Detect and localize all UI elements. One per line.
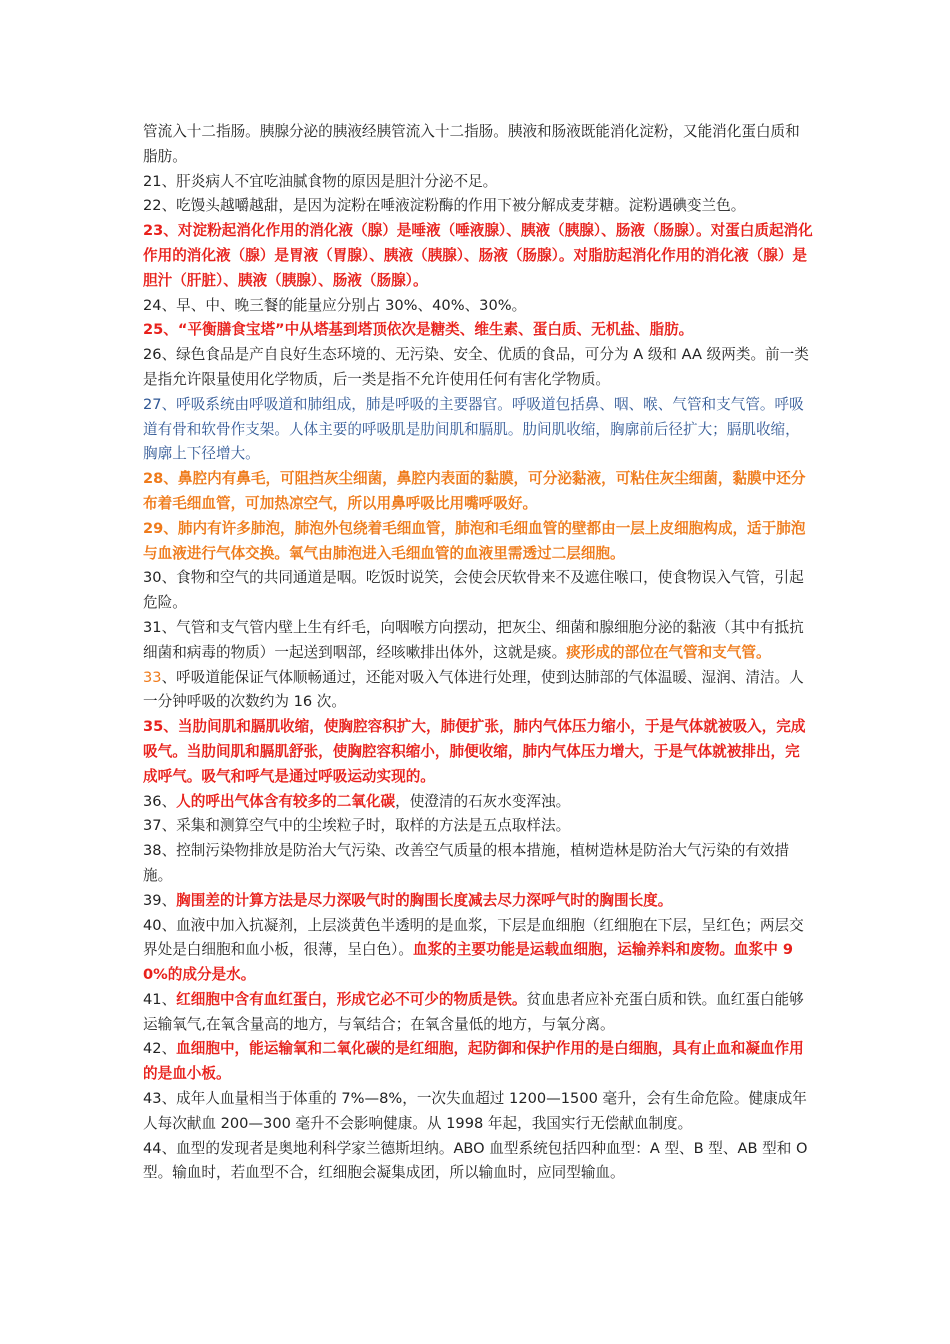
text-span: 36、 (143, 792, 177, 810)
text-span: 23、对淀粉起消化作用的消化液（腺）是唾液（唾液腺）、胰液（胰腺）、肠液（肠腺）。对蛋白质起消化作用的消化液（腺）是胃液（胃腺）、胰液（胰腺）、肠液（肠腺）。对脂肪起消化作用的消化液（腺）是胆汁（肝脏）、胰液（胰腺）、肠液（肠腺）。 (143, 222, 813, 289)
paragraph (143, 170, 813, 195)
text-span: 42、 (143, 1040, 177, 1058)
paragraph (143, 566, 813, 616)
text-span: 红细胞中含有血红蛋白，形成它必不可少的物质是铁。 (176, 990, 527, 1008)
text-span: 24、早、中、晚三餐的能量应分别占 30%、40%、30%。 (143, 296, 527, 314)
paragraph (143, 814, 813, 839)
paragraph (143, 393, 813, 467)
paragraph (143, 889, 813, 914)
text-span: 22、吃馒头越嚼越甜，是因为淀粉在唾液淀粉酶的作用下被分解成麦芽糖。淀粉遇碘变兰色。 (143, 197, 746, 215)
paragraph (143, 120, 813, 170)
text-span: 38、控制污染物排放是防治大气污染、改善空气质量的根本措施，植树造林是防治大气污染的有效措施。 (143, 842, 790, 884)
text-span: 21、肝炎病人不宜吃油腻食物的原因是胆汁分泌不足。 (143, 172, 498, 190)
paragraph (143, 517, 813, 567)
text-span: 痰形成的部位在气管和支气管。 (566, 643, 771, 661)
text-span: 41、 (143, 990, 177, 1008)
paragraph (143, 294, 813, 319)
text-span: 33 (143, 668, 162, 686)
text-span: 40、血液中加入抗凝剂，上层淡黄色半透明的是血浆，下层是血细胞（红细胞在下层，呈红色；两层交界处是白细胞和血小板，很薄，呈白色）。 (143, 916, 804, 959)
paragraph (143, 343, 813, 393)
paragraph (143, 715, 813, 789)
text-span: 、呼吸道能保证气体顺畅通过，还能对吸入气体进行处理，使到达肺部的气体温暖、湿润、清洁。人一分钟呼吸的次数约为 16 次。 (143, 668, 804, 711)
text-span: 31、气管和支气管内壁上生有纤毛，向咽喉方向摆动，把灰尘、细菌和腺细胞分泌的黏液（其中有抵抗细菌和病毒的物质）一起送到咽部，经咳嗽排出体外，这就是痰。 (143, 618, 804, 661)
document-body (143, 120, 813, 1186)
text-span: 胸围差的计算方法是尽力深吸气时的胸围长度减去尽力深呼气时的胸围长度。 (176, 891, 673, 909)
text-span: 27、呼吸系统由呼吸道和肺组成，肺是呼吸的主要器官。呼吸道包括鼻、咽、喉、气管和支气管。呼吸道有骨和软骨作支架。人体主要的呼吸肌是肋间肌和膈肌。肋间肌收缩，胸廓前后径扩大；膈肌收缩，胸廓上下径增大。 (143, 395, 804, 463)
text-span: 43、成年人血量相当于体重的 7%—8%，一次失血超过 1200—1500 毫升，会有生命危险。健康成年人每次献血 200—300 毫升不会影响健康。从 1998 年起，我国实行无偿献血制度。 (143, 1090, 807, 1132)
text-span: 39、 (143, 891, 177, 909)
paragraph (143, 988, 813, 1038)
text-span: 26、绿色食品是产自良好生态环境的、无污染、安全、优质的食品，可分为 A 级和 AA 级两类。前一类是指允许限量使用化学物质，后一类是指不允许使用任何有害化学物质。 (143, 346, 809, 388)
text-span: 30、食物和空气的共同通道是咽。吃饭时说笑，会使会厌软骨来不及遮住喉口，使食物误入气管，引起危险。 (143, 569, 804, 612)
text-span: 37、采集和测算空气中的尘埃粒子时，取样的方法是五点取样法。 (143, 817, 571, 835)
text-span: ，使澄清的石灰水变浑浊。 (395, 792, 571, 810)
paragraph (143, 790, 813, 815)
text-span: 44、血型的发现者是奥地利科学家兰德斯坦纳。ABO 血型系统包括四种血型：A 型、B 型、AB 型和 O 型。输血时，若血型不合，红细胞会凝集成团，所以输血时，应同型输血。 (143, 1139, 808, 1182)
paragraph (143, 1087, 813, 1137)
text-span: 血浆的主要功能是运载血细胞，运输养料和废物。血浆中 90%的成分是水。 (143, 941, 794, 984)
paragraph (143, 616, 813, 666)
text-span: 贫血患者应补充蛋白质和铁。血红蛋白能够运输氧气,在氧含量高的地方，与氧结合；在氧含量低的地方，与氧分离。 (143, 990, 804, 1033)
paragraph (143, 318, 813, 343)
text-span: 管流入十二指肠。胰腺分泌的胰液经胰管流入十二指肠。胰液和肠液既能消化淀粉，又能消化蛋白质和脂肪。 (143, 123, 800, 165)
paragraph (143, 914, 813, 988)
text-span: 29、肺内有许多肺泡，肺泡外包绕着毛细血管，肺泡和毛细血管的壁都由一层上皮细胞构成，适于肺泡与血液进行气体交换。氧气由肺泡进入毛细血管的血液里需透过二层细胞。 (143, 519, 806, 562)
paragraph (143, 219, 813, 293)
text-span: 35、当肋间肌和膈肌收缩，使胸腔容积扩大，肺便扩张，肺内气体压力缩小，于是气体就被吸入，完成吸气。当肋间肌和膈肌舒张，使胸腔容积缩小，肺便收缩，肺内气体压力增大，于是气体就被排出，完成呼气。吸气和呼气是通过呼吸运动实现的。 (143, 718, 806, 785)
text-span: 血细胞中，能运输氧和二氧化碳的是红细胞，起防御和保护作用的是白细胞，具有止血和凝血作用的是血小板。 (143, 1040, 804, 1083)
text-span: 25、“平衡膳食宝塔”中从塔基到塔顶依次是糖类、维生素、蛋白质、无机盐、脂肪。 (143, 321, 694, 339)
paragraph (143, 839, 813, 889)
paragraph (143, 1137, 813, 1187)
paragraph (143, 666, 813, 716)
paragraph (143, 194, 813, 219)
text-span: 28、鼻腔内有鼻毛，可阻挡灰尘细菌，鼻腔内表面的黏膜，可分泌黏液，可粘住灰尘细菌，黏膜中还分布着毛细血管，可加热凉空气，所以用鼻呼吸比用嘴呼吸好。 (143, 470, 806, 512)
paragraph (143, 467, 813, 517)
paragraph (143, 1037, 813, 1087)
text-span: 人的呼出气体含有较多的二氧化碳 (176, 792, 396, 810)
